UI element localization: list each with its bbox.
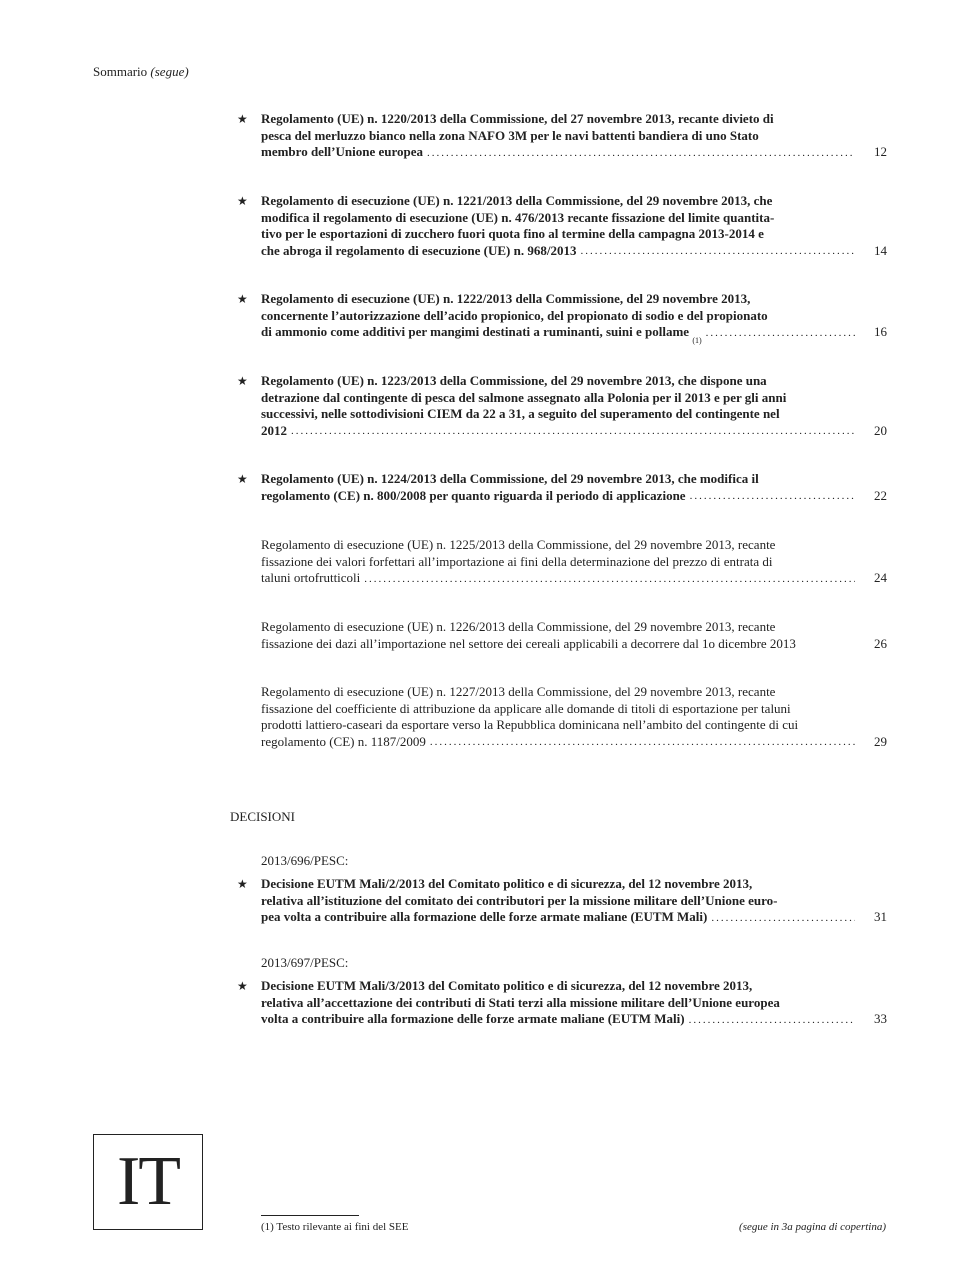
- dot-leader: [689, 1012, 855, 1028]
- toc-entry[interactable]: [237, 471, 887, 505]
- header-label: Sommario: [93, 64, 148, 79]
- header-label-italic: (segue): [150, 64, 189, 79]
- page-header: [93, 64, 189, 80]
- toc-entry[interactable]: [237, 193, 887, 259]
- entry-text: Regolamento di esecuzione (UE) n. 1227/2013 della Commissione, del 29 novembre 2013, recante fissazione del coefficiente di attribuzione da applicare alle domande di titoli di esportazione per taluni prodotti lattiero-caseari da esportare verso la Repubblica dominicana nell’ambito del contingente di cui regolamento (CE) n. 1187/2009 .....: [261, 684, 855, 750]
- footnote: (1) Testo rilevante ai fini del SEE: [261, 1221, 409, 1233]
- page-number: 16: [874, 324, 887, 339]
- page-number: 31: [874, 909, 887, 924]
- page-number: 20: [874, 422, 887, 438]
- page-number: 26: [874, 635, 887, 651]
- entry-text: Regolamento (UE) n. 1224/2013 della Commissione, del 29 novembre 2013, che modifica il regolamento (CE) n. 800/2008 per quanto riguarda il periodo di applicazione .....: [261, 471, 855, 504]
- toc-entry[interactable]: [237, 111, 887, 161]
- dot-leader: [364, 571, 855, 587]
- entry-text: Regolamento di esecuzione (UE) n. 1225/2013 della Commissione, del 29 novembre 2013, recante fissazione dei valori forfettari all’importazione ai fini della determinazione del prezzo di entrata di taluni ortofrutticoli .....: [261, 537, 855, 587]
- entry-text: Regolamento (UE) n. 1220/2013 della Commissione, del 27 novembre 2013, recante divieto di pesca del merluzzo bianco nella zona NAFO 3M per le navi battenti bandiera di uno Stato membro dell’Unione europea .....: [261, 111, 855, 161]
- star-icon: ★: [237, 374, 248, 388]
- dot-leader: [430, 734, 855, 750]
- footnote-divider: [261, 1215, 359, 1216]
- star-icon: ★: [237, 472, 248, 486]
- toc-entry[interactable]: [237, 684, 887, 750]
- page-number: 33: [874, 1011, 887, 1026]
- decision-reference: 2013/696/PESC:: [261, 853, 349, 868]
- dot-leader: [427, 145, 855, 161]
- entry-text: Regolamento di esecuzione (UE) n. 1222/2013 della Commissione, del 29 novembre 2013, concernente l’autorizzazione dell’acido propionico, del propionato di sodio e del propionato di ammonio come additivi per mangimi destinati a ruminanti, suini e pollame (1) .....: [261, 291, 855, 341]
- page-number: 24: [874, 570, 887, 585]
- dot-leader: [580, 243, 855, 259]
- entry-text: Regolamento (UE) n. 1223/2013 della Commissione, del 29 novembre 2013, che dispone una detrazione dal contingente di pesca del salmone assegnato alla Polonia per il 2013 e per gli anni successivi, nelle sottodivisioni CIEM da 22 a 31, a seguito del superamento del contingente nel 2012 .....: [261, 373, 855, 439]
- dot-leader: [690, 488, 855, 504]
- star-icon: ★: [237, 194, 248, 208]
- toc-entry[interactable]: [237, 876, 887, 926]
- language-badge: IT: [93, 1134, 203, 1230]
- entry-text: Decisione EUTM Mali/3/2013 del Comitato politico e di sicurezza, del 12 novembre 2013, relativa all’accettazione dei contributi di Stati terzi alla missione militare dell’Unione europea volta a contribuire alla formazione delle forze armate maliane (EUTM Mali) .....: [261, 978, 855, 1028]
- page-number: 12: [874, 144, 887, 159]
- toc-entry[interactable]: [237, 537, 887, 587]
- dot-leader: [706, 325, 855, 341]
- toc-entry[interactable]: [237, 978, 887, 1028]
- toc-entry[interactable]: [237, 373, 887, 439]
- dot-leader: [711, 910, 855, 926]
- star-icon: ★: [237, 112, 248, 126]
- toc-entry[interactable]: [237, 619, 887, 653]
- page-number: 14: [874, 242, 887, 258]
- decision-reference: 2013/697/PESC:: [261, 955, 349, 970]
- section-title-decisioni: DECISIONI: [230, 809, 295, 824]
- star-icon: ★: [237, 979, 248, 993]
- star-icon: ★: [237, 877, 248, 891]
- toc-entry[interactable]: [237, 291, 887, 345]
- entry-text: Regolamento di esecuzione (UE) n. 1226/2013 della Commissione, del 29 novembre 2013, recante fissazione dei dazi all’importazione nel settore dei cereali applicabili a decorrere dal 1o dicembre 2013: [261, 619, 796, 651]
- continuation-note: (segue in 3a pagina di copertina): [739, 1221, 886, 1233]
- page-number: 29: [874, 733, 887, 749]
- entry-text: Regolamento di esecuzione (UE) n. 1221/2013 della Commissione, del 29 novembre 2013, che modifica il regolamento di esecuzione (UE) n. 476/2013 recante fissazione del limite quantita- tivo per le esportazioni di zucchero fuori quota fino al termine della campagna 2013-2014 e che abroga il regolamento di esecuzione (UE) n. 968/2013 .....: [261, 193, 855, 259]
- entry-text: Decisione EUTM Mali/2/2013 del Comitato politico e di sicurezza, del 12 novembre 2013, relativa all’istituzione del comitato dei contributori per la missione militare dell’Unione euro- pea volta a contribuire alla formazione delle forze armate maliane (EUTM Mali) .....: [261, 876, 855, 926]
- page-number: 22: [874, 487, 887, 503]
- star-icon: ★: [237, 292, 248, 306]
- dot-leader: [291, 423, 855, 439]
